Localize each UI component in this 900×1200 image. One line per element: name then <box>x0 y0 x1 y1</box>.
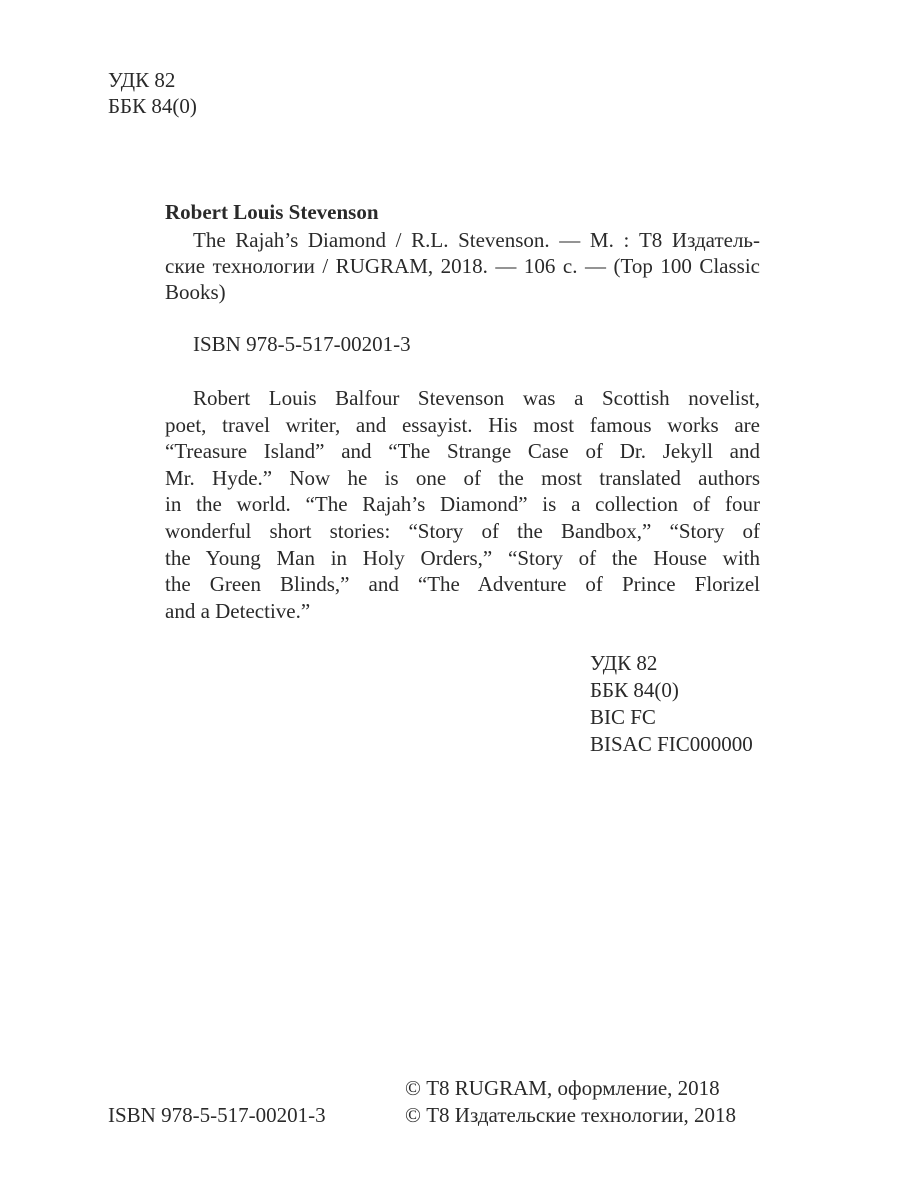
annotation-line: Robert Louis Balfour Stevenson was a Scottish novelist, <box>193 386 760 410</box>
udk-code: УДК 82 <box>590 651 658 675</box>
annotation-line: Mr. Hyde.” Now he is one of the most translated authors <box>165 465 760 490</box>
udk-code-top: УДК 82 <box>108 68 176 92</box>
annotation-line: “Treasure Island” and “The Strange Case of Dr. Jekyll and <box>165 439 760 464</box>
bbk-code: ББК 84(0) <box>590 678 679 702</box>
copyright-line: © Т8 RUGRAM, оформление, 2018 <box>405 1076 720 1100</box>
bibliographic-line: ские технологии / RUGRAM, 2018. — 106 с. — (Top 100 Classic <box>165 254 760 278</box>
isbn-footer: ISBN 978-5-517-00201-3 <box>108 1103 326 1127</box>
bibliographic-line: The Rajah’s Diamond / R.L. Stevenson. — М. : Т8 Издатель- <box>193 228 760 252</box>
isbn-main: ISBN 978-5-517-00201-3 <box>193 332 411 356</box>
bisac-code: BISAC FIC000000 <box>590 732 753 756</box>
bic-code: BIC FC <box>590 705 656 729</box>
annotation-line: and a Detective.” <box>165 598 311 623</box>
annotation-line: the Young Man in Holy Orders,” “Story of the House with <box>165 545 760 570</box>
author-heading: Robert Louis Stevenson <box>165 200 379 224</box>
bbk-code-top: ББК 84(0) <box>108 94 197 118</box>
copyright-line: © Т8 Издательские технологии, 2018 <box>405 1103 736 1127</box>
annotation-line: in the world. “The Rajah’s Diamond” is a collection of four <box>165 492 760 517</box>
annotation-line: wonderful short stories: “Story of the Bandbox,” “Story of <box>165 519 760 543</box>
bibliographic-line: Books) <box>165 280 226 304</box>
annotation-line: the Green Blinds,” and “The Adventure of Prince Florizel <box>165 572 760 597</box>
annotation-line: poet, travel writer, and essayist. His most famous works are <box>165 412 760 437</box>
